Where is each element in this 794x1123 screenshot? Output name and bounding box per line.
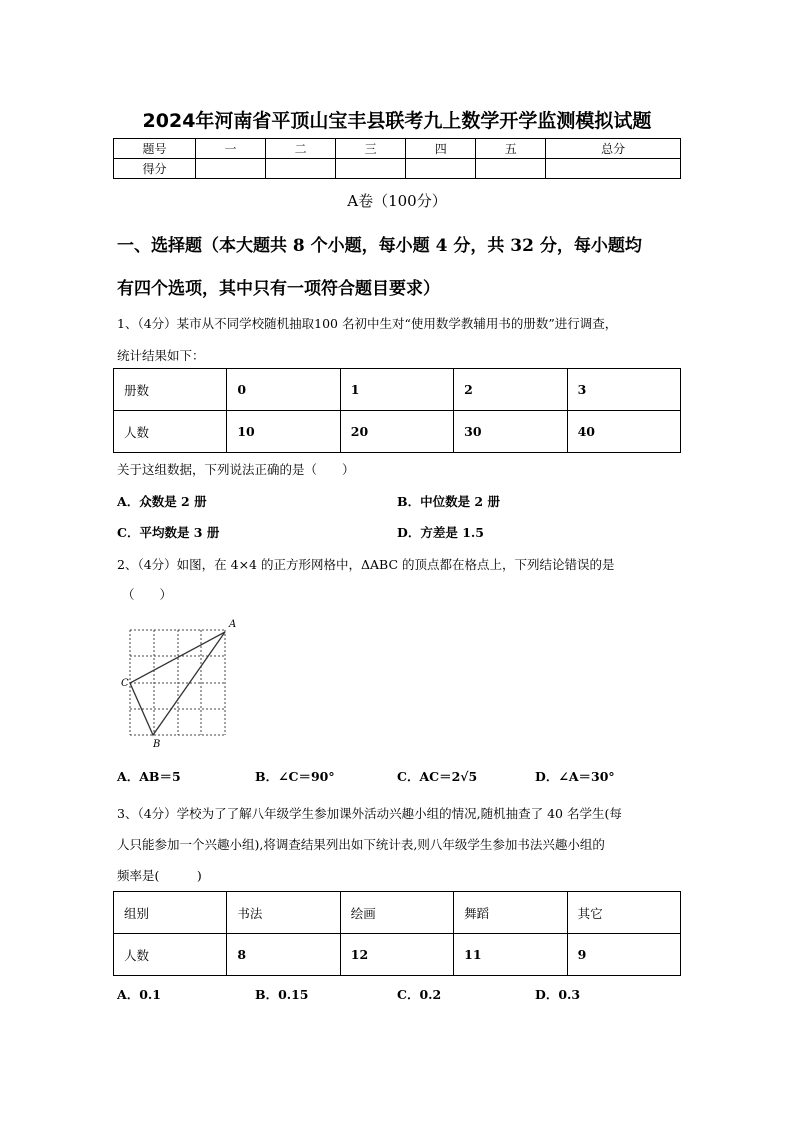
table-row xyxy=(114,411,681,453)
table-cell: 0 xyxy=(227,369,340,411)
triangle-grid-figure xyxy=(115,615,245,755)
section-heading: 一、选择题（本大题共 8 个小题，每小题 4 分，共 32 分，每小题均 xyxy=(117,236,642,256)
table-cell: 三 xyxy=(336,139,406,159)
table-cell: 册数 xyxy=(114,369,227,411)
table-row xyxy=(114,159,681,179)
table-cell: 人数 xyxy=(114,934,227,976)
table-row xyxy=(114,892,681,934)
option-b: B．中位数是 2 册 xyxy=(397,494,500,509)
option-c: C．0.2 xyxy=(397,987,442,1002)
vertex-label-b: B xyxy=(153,739,161,750)
score-cell xyxy=(406,159,476,179)
vertex-label-c: C xyxy=(121,678,129,689)
question-text: 统计结果如下： xyxy=(117,348,205,363)
option-b: B．0.15 xyxy=(255,987,309,1002)
option-a: A．AB＝5 xyxy=(117,769,181,784)
table-cell: 11 xyxy=(454,934,567,976)
score-cell xyxy=(266,159,336,179)
table-cell: 题号 xyxy=(114,139,196,159)
table-cell: 1 xyxy=(340,369,453,411)
section-heading: 有四个选项，其中只有一项符合题目要求） xyxy=(117,279,440,299)
score-cell xyxy=(476,159,546,179)
option-c: C．平均数是 3 册 xyxy=(117,525,220,540)
table-cell: 40 xyxy=(567,411,680,453)
table-cell: 总分 xyxy=(546,139,681,159)
table-cell: 四 xyxy=(406,139,476,159)
table-cell: 其它 xyxy=(567,892,680,934)
table-cell: 一 xyxy=(196,139,266,159)
question-text: 3、（4分）学校为了了解八年级学生参加课外活动兴趣小组的情况,随机抽查了 40 名学生(每 xyxy=(117,806,622,821)
table-cell: 人数 xyxy=(114,411,227,453)
question-text: 2、（4分）如图，在 4×4 的正方形网格中，ΔABC 的顶点都在格点上，下列结论错误的是 xyxy=(117,557,615,572)
score-cell xyxy=(336,159,406,179)
option-a: A．众数是 2 册 xyxy=(117,494,207,509)
table-cell: 舞蹈 xyxy=(454,892,567,934)
question-prompt: 关于这组数据，下列说法正确的是（ ） xyxy=(117,462,355,477)
table-cell: 得分 xyxy=(114,159,196,179)
table-cell: 9 xyxy=(567,934,680,976)
question-text: 人只能参加一个兴趣小组),将调查结果列出如下统计表,则八年级学生参加书法兴趣小组的 xyxy=(117,837,605,852)
table-cell: 8 xyxy=(227,934,340,976)
data-table xyxy=(113,891,681,976)
exam-title: 2024年河南省平顶山宝丰县联考九上数学开学监测模拟试题 xyxy=(142,110,652,132)
table-row xyxy=(114,139,681,159)
option-d: D．方差是 1.5 xyxy=(397,525,484,540)
table-cell: 30 xyxy=(454,411,567,453)
score-cell xyxy=(546,159,681,179)
paper-label: A卷（100分） xyxy=(347,192,447,210)
question-text: （ ） xyxy=(122,587,173,602)
table-cell: 二 xyxy=(266,139,336,159)
question-text: 1、（4分）某市从不同学校随机抽取100 名初中生对“使用数学教辅用书的册数”进行调查， xyxy=(117,316,618,331)
table-cell: 书法 xyxy=(227,892,340,934)
score-cell xyxy=(196,159,266,179)
question-text: 频率是( ) xyxy=(117,868,202,883)
table-row xyxy=(114,934,681,976)
score-table xyxy=(113,138,681,179)
data-table xyxy=(113,368,681,453)
table-row xyxy=(114,369,681,411)
table-cell: 10 xyxy=(227,411,340,453)
table-cell: 五 xyxy=(476,139,546,159)
option-c: C．AC＝2√5 xyxy=(397,769,478,784)
table-cell: 2 xyxy=(454,369,567,411)
table-cell: 12 xyxy=(340,934,453,976)
table-cell: 组别 xyxy=(114,892,227,934)
option-b: B．∠C＝90° xyxy=(255,769,335,784)
option-d: D．0.3 xyxy=(535,987,581,1002)
option-d: D．∠A＝30° xyxy=(535,769,615,784)
table-cell: 绘画 xyxy=(340,892,453,934)
option-a: A．0.1 xyxy=(117,987,161,1002)
table-cell: 20 xyxy=(340,411,453,453)
vertex-label-a: A xyxy=(229,619,237,630)
table-cell: 3 xyxy=(567,369,680,411)
